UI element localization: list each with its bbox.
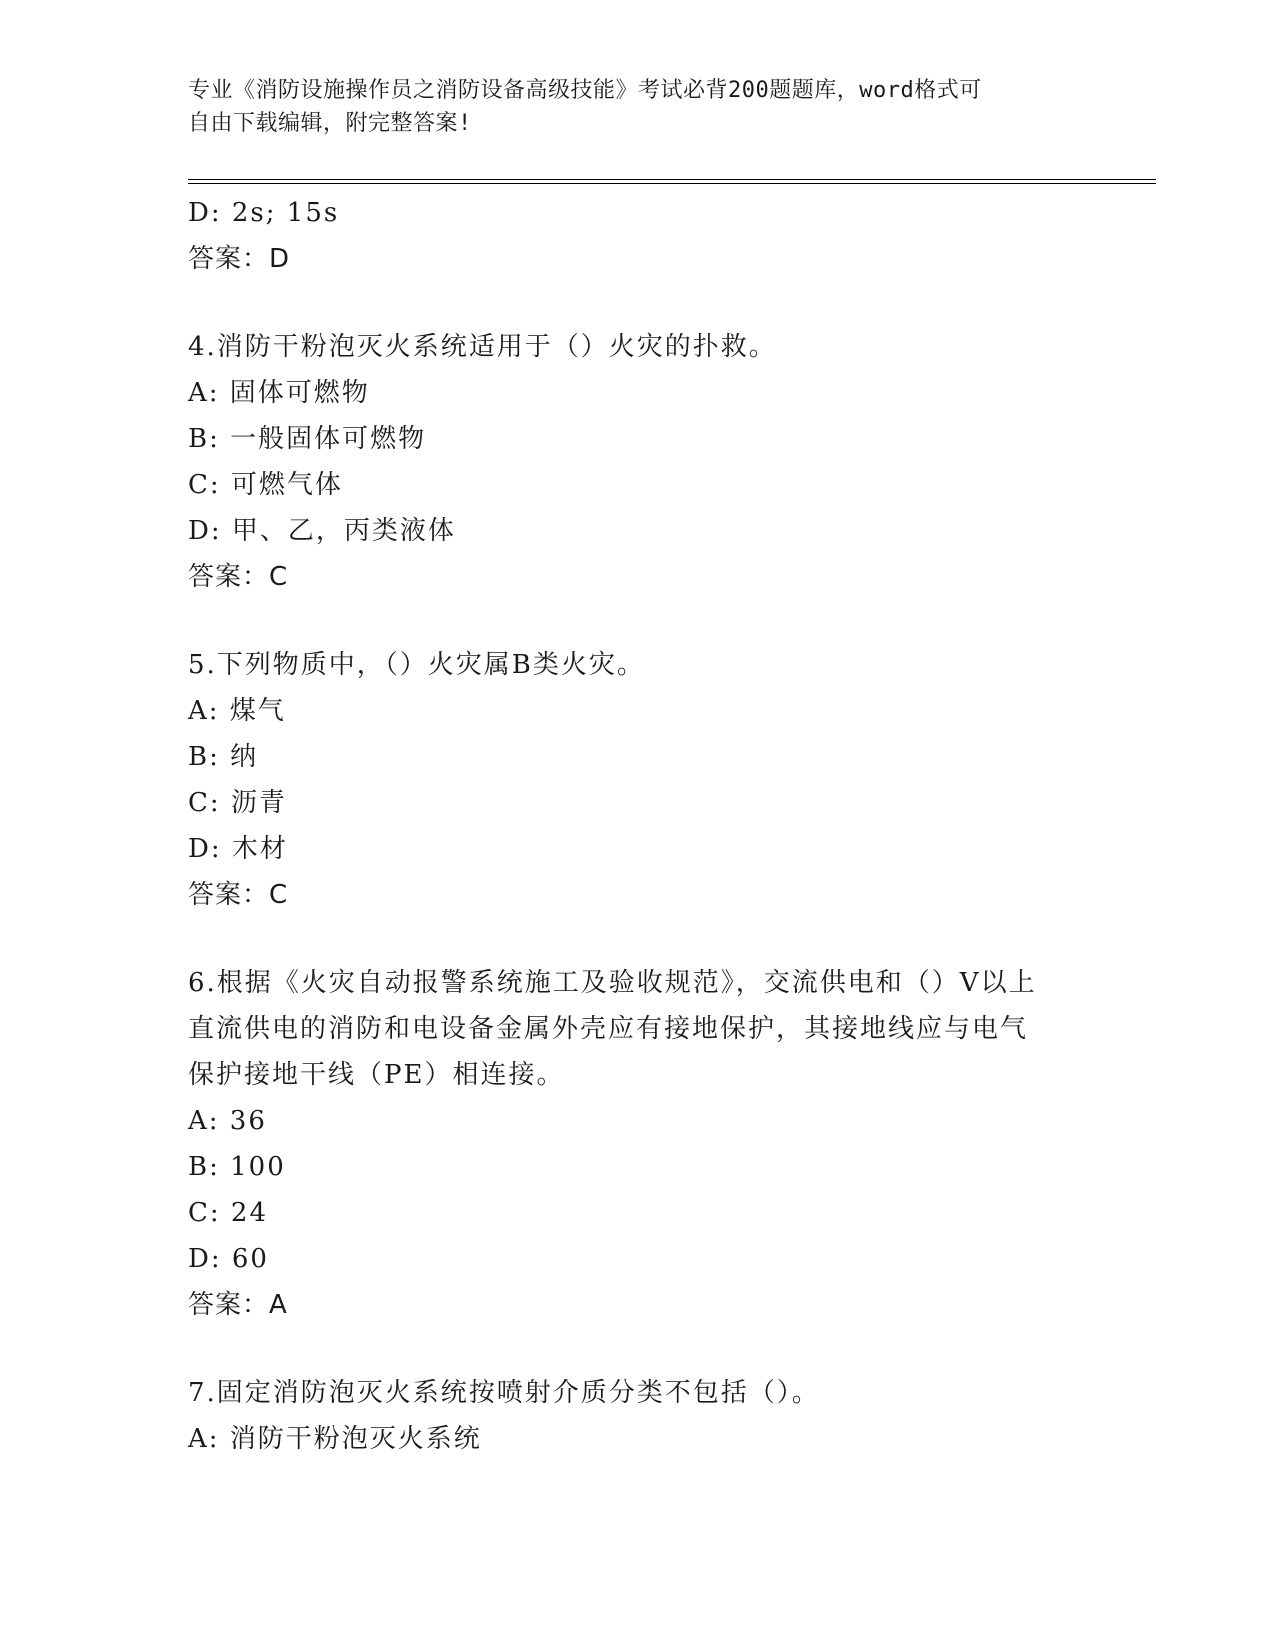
question-list [188, 190, 1088, 1462]
option-b: B: 纳 [188, 742, 259, 772]
header-line-1: 专业《消防设施操作员之消防设备高级技能》考试必背200题题库，word格式可 [188, 78, 982, 103]
option-a: A: 固体可燃物 [188, 378, 370, 408]
answer-line: 答案：A [188, 1290, 288, 1320]
question-stem: 4.消防干粉泡灭火系统适用于（）火灾的扑救。 [188, 332, 777, 362]
question-7 [188, 1370, 1088, 1462]
answer-line: 答案：C [188, 562, 289, 592]
page-header [188, 74, 1088, 140]
option-d: D: 2s; 15s [188, 198, 340, 228]
option-b: B: 100 [188, 1152, 286, 1182]
question-stem: 5.下列物质中，（）火灾属B类火灾。 [188, 650, 645, 680]
option-c: C: 沥青 [188, 788, 287, 818]
option-a: A: 36 [188, 1106, 267, 1136]
question-4 [188, 324, 1088, 600]
option-a: A: 消防干粉泡灭火系统 [188, 1424, 482, 1454]
option-a: A: 煤气 [188, 696, 286, 726]
question-5 [188, 642, 1088, 918]
question-stem: 7.固定消防泡灭火系统按喷射介质分类不包括（）。 [188, 1378, 820, 1408]
header-divider-bottom [188, 183, 1156, 184]
header-divider-top [188, 179, 1156, 180]
question-3-tail [188, 190, 1088, 282]
option-d: D: 木材 [188, 834, 288, 864]
question-stem-line-3: 保护接地干线（PE）相连接。 [188, 1060, 565, 1090]
option-d: D: 甲、乙，丙类液体 [188, 516, 456, 546]
question-6 [188, 960, 1088, 1328]
option-b: B: 一般固体可燃物 [188, 424, 427, 454]
option-c: C: 24 [188, 1198, 269, 1228]
answer-line: 答案：D [188, 244, 291, 274]
answer-line: 答案：C [188, 880, 289, 910]
question-stem-line-2: 直流供电的消防和电设备金属外壳应有接地保护，其接地线应与电气 [188, 1014, 1029, 1044]
question-stem-line-1: 6.根据《火灾自动报警系统施工及验收规范》，交流供电和（）V以上 [188, 968, 1037, 998]
option-c: C: 可燃气体 [188, 470, 343, 500]
option-d: D: 60 [188, 1244, 269, 1274]
header-line-2: 自由下载编辑，附完整答案! [188, 111, 472, 136]
